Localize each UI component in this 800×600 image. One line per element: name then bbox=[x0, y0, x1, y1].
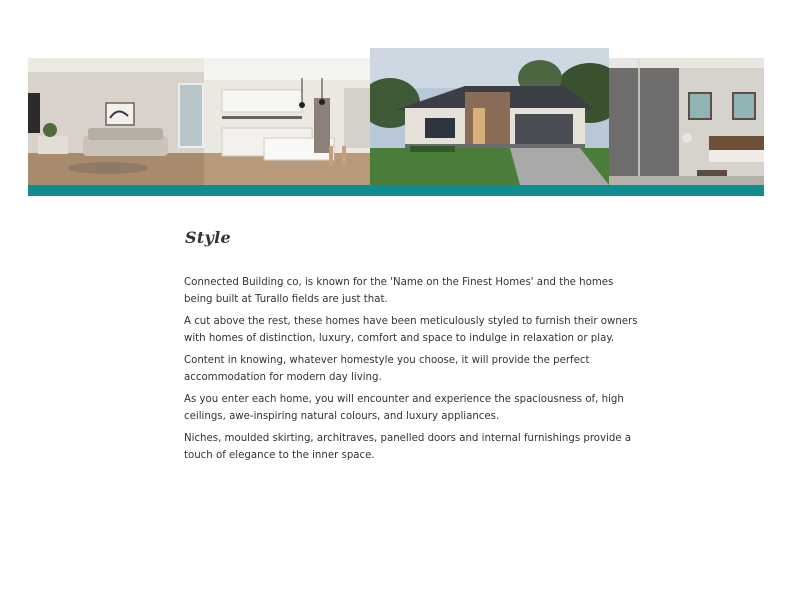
paragraph: Content in knowing, whatever homestyle you choose, it will provide the perfect accommodation for modern day living. bbox=[184, 355, 590, 383]
bathroom-photo bbox=[609, 58, 764, 185]
paragraph: Niches, moulded skirting, architraves, panelled doors and internal furnishings provide a touch of elegance to the inner space. bbox=[184, 433, 632, 461]
body-text bbox=[184, 275, 640, 470]
kitchen-photo bbox=[204, 58, 370, 185]
photo-banner bbox=[28, 48, 764, 198]
house-exterior-photo bbox=[370, 48, 609, 185]
accent-bar bbox=[28, 185, 764, 196]
section-heading: Style bbox=[185, 228, 231, 247]
living-room-photo bbox=[28, 58, 204, 185]
paragraph: Connected Building co, is known for the 'Name on the Finest Homes' and the homes being built at Turallo fields are just that. bbox=[184, 277, 614, 305]
paragraph: A cut above the rest, these homes have been meticulously styled to furnish their owners with homes of distinction, luxury, comfort and space to indulge in relaxation or play. bbox=[184, 316, 638, 344]
paragraph: As you enter each home, you will encounter and experience the spaciousness of, high ceilings, awe-inspiring natural colours, and luxury appliances. bbox=[184, 394, 624, 422]
